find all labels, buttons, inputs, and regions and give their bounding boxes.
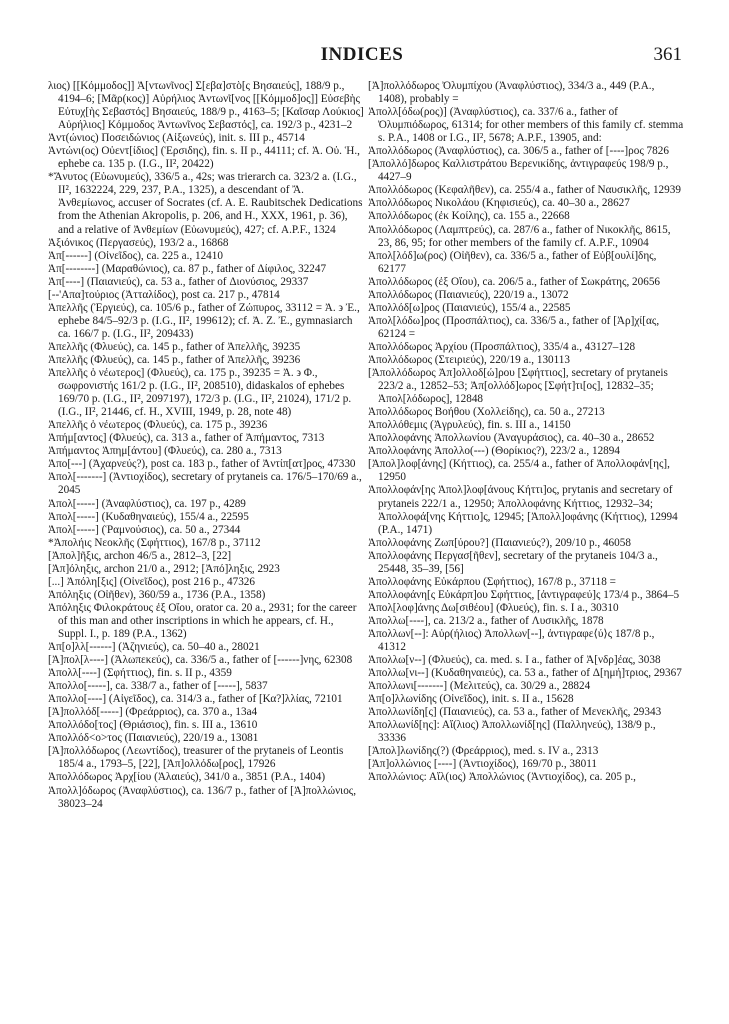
index-entry: Ἀπολλω[νι--] (Κυδαθηναιεύς), ca. 53 a., father of Δ[ημή]τριος, 29367: [368, 667, 682, 680]
index-entry: Ἀπολλόθεμις (Ἀγρυλεύς), fin. s. III a., 14150: [368, 419, 571, 432]
index-entry: Ἀπήμ[αντος] (Φλυεύς), ca. 313 a., father of Ἀπήμαντος, 7313: [48, 432, 325, 445]
index-entry: Ἀπολ[-----] (Κυδαθηναιεύς), 155/4 a., 22595: [48, 510, 249, 523]
index-entry: Ἀπολλοφάνης Εὐκάρπου (Σφήττιος), 167/8 p., 37118 =: [368, 575, 616, 588]
index-entry: Ἀπολ[λοφ]άνης Δω[σιθέου] (Φλυεύς), fin. s. I a., 30310: [368, 601, 619, 614]
index-entry: Ἀπ[----] (Παιανιεύς), ca. 53 a., father of Διονύσιος, 29337: [48, 275, 309, 288]
index-entry: [...] Ἀπόλη[ξις] (Οἰνεῖδος), post 216 p., 47326: [48, 575, 255, 588]
index-entry: Ἀπόληξις Φιλοκράτους ἐξ Οἴου, orator ca. 20 a., 2931; for the career of this man and other inscriptions in which he appears, cf. H., Suppl. I., p. 189 (P.A., 1362): [48, 601, 357, 640]
index-entry: [--'Απα]τούριος (Ἀτταλίδος), post ca. 217 p., 47814: [48, 288, 280, 301]
index-entry: Ἀπ[ο]λλωνίδης (Οἰνεῖδος), init. s. II a., 15628: [368, 693, 574, 706]
index-entry: [Ἀ]πολλόδωρος Ὀλυμπίχου (Ἀναφλύστιος), 334/3 a., 449 (P.A., 1408), probably =: [368, 80, 655, 106]
index-entry: Ἀπολλόδωρος (Παιανιεύς), 220/19 a., 13072: [368, 288, 569, 301]
page-number: 361: [653, 44, 682, 65]
index-entry: [Ἀ]πολλόδωρος (Λεωντίδος), treasurer of the prytaneis of Leontis 185/4 a., 1793–5, [22], [Ἀπ]ολλόδω[ρος], 17926: [48, 745, 344, 771]
index-entry: Ἀπολλόδ[ω]ρος (Παιανιεύς), 155/4 a., 22585: [368, 301, 571, 314]
index-entry: Ἀπολλόδο[τος] (Θριάσιος), fin. s. III a., 13610: [48, 719, 258, 732]
index-entry: [Ἀπ]ολλώνιος [----] (Ἀντιοχίδος), 169/70 p., 38011: [368, 758, 597, 771]
index-entry: Ἀπολλόδωρος Ἀρχίου (Προσπάλτιος), 335/4 a., 43127–128: [368, 340, 636, 353]
index-entry: λιος) [[Κόμμοδος]] Ἀ[ντωνῖνος] Σ[εβα]στὸ[ς Βησαιεύς], 188/9 p., 4194–6; [Μᾶρ(κος)] Αὐρήλιος Ἀντωνῖ[νος [[Κόμμοδ]ος]] Εὐσεβὴς Εὐτυχ[ὴς Σεβαστός] Βησαιεύς, 188/9 p., 4163–5; [Καῖσαρ Λούκιος] Αὐρήλιος] Κόμμοδος Ἀντωνῖνος Σεβαστός], ca. 192/3 p., 4231–2: [48, 80, 364, 132]
index-entry: [Ἀπολ]λωνίδης(?) (Φρεάρριος), med. s. IV a., 2313: [368, 745, 599, 758]
index-entry: Ἀπολλόδωρος (Στειριεύς), 220/19 a., 130113: [368, 353, 570, 366]
index-entry: [Ἀ]πολ[λ----] (Ἀλωπεκεύς), ca. 336/5 a., father of [------]νης, 62308: [48, 654, 353, 667]
index-entry: [Ἀπολ]ῆξις, archon 46/5 a., 2812–3, [22]: [48, 549, 232, 562]
index-entry: Ἀπολλόδωρος (Κεφαλῆθεν), ca. 255/4 a., father of Ναυσικλῆς, 12939: [368, 184, 681, 197]
index-entry: Ἀντ(ώνιος) Ποσειδώνιος (Αἰξωνεύς), init. s. III p., 45714: [48, 132, 305, 145]
index-entry: [Ἀπ]όληξις, archon 21/0 a., 2912; [Ἀπό]ληξις, 2923: [48, 562, 280, 575]
index-entry: Ἀπολλω[ν--] (Φλυεύς), ca. med. s. I a., father of Ἀ[νδρ]έας, 3038: [368, 654, 661, 667]
index-entry: Ἀπολλ[όδω(ρος)] (Ἀναφλύστιος), ca. 337/6 a., father of Ὀλυμπιόδωρος, 61314; for other members of this family cf. stemma s. P.A., 1408 or I.G., II², 5678; A.P.F., 13905, and:: [368, 106, 684, 145]
index-entry: Ἀπήμαντος Ἀπημ[άντου] (Φλυεύς), ca. 280 a., 7313: [48, 445, 282, 458]
index-entry: [Ἀπολλόδωρος Ἀπ]ολλοδ[ώ]ρου [Σφήττιος], secretary of prytaneis 223/2 a., 12852–53; Ἀπ[ολλόδ]ωρος [Σφήτ]τι[ος], 12832–35; Ἀπολ[λόδωρος], 12848: [368, 367, 668, 406]
index-entry: Ἀπολλο[-----], ca. 338/7 a., father of [-----], 5837: [48, 680, 268, 693]
index-entry: Ἀπολλόδωρος Βοήθου (Χολλείδης), ca. 50 a., 27213: [368, 406, 605, 419]
index-entry: Ἀπελλῆς (Φλυεύς), ca. 145 p., father of Ἀπελλῆς, 39235: [48, 340, 301, 353]
index-entry: Ἀπολλόδωρος (Ἀναφλύστιος), ca. 306/5 a., father of [----]ρος 7826: [368, 145, 669, 158]
index-entry: Ἀπολλοφάνης Ἀπολλωνίου (Ἀναγυράσιος), ca. 40–30 a., 28652: [368, 432, 655, 445]
index-entry: Ἀντώνι(ος) Οὐεντ[ίδιος] (Ἑρσιδης), fin. s. II p., 44111; cf. Ἀ. Οὐ. Ἡ., ephebe ca. 135 p. (I.G., II², 20422): [48, 145, 360, 171]
index-entry: Ἀπο[---] (Ἀχαρνεύς?), post ca. 183 p., father of Ἀντίπ[ατ]ρος, 47330: [48, 458, 356, 471]
index-entry: Ἀπελλῆς ὁ νέωτερος (Φλυεύς), ca. 175 p., 39236: [48, 419, 268, 432]
index-entry: Ἀπολλ]όδωρος (Ἀναφλύστιος), ca. 136/7 p., father of [Ἀ]πολλώνιος, 38023–24: [48, 784, 357, 810]
index-entry: Ἀπολλο[----] (Αἰγεῖδος), ca. 314/3 a., father of [Κα?]λλίας, 72101: [48, 693, 343, 706]
index-entry: Ἀπολ[-----] (Ῥαμνούσιος), ca. 50 a., 27344: [48, 523, 241, 536]
index-entry: Ἀπολλωνίδη[ς] (Παιανιεύς), ca. 53 a., father of Μενεκλῆς, 29343: [368, 706, 662, 719]
index-entry: Ἀπολλ[----] (Σφήττιος), fin. s. II p., 4359: [48, 667, 232, 680]
index-entry: Ἀπ[------] (Οἰνεῖδος), ca. 225 a., 12410: [48, 249, 223, 262]
index-entry: Ἀπολλώνιος: Αἴλ(ιος) Ἀπολλώνιος (Ἀντιοχίδος), ca. 205 p.,: [368, 771, 636, 784]
index-entry: [Ἀπολλό]δωρος Καλλιστράτου Βερενικίδης, ἀντιγραφεύς 198/9 p., 4427–9: [368, 158, 669, 184]
index-entry: Ἀπολ[λόδ]ω(ρος) (Οἰῆθεν), ca. 336/5 a., father of Εὐβ[ουλί]δης, 62177: [368, 249, 657, 275]
index-entry: Ἀπολ[-----] (Ἀναφλύστιος), ca. 197 p., 4289: [48, 497, 246, 510]
index-entry: Ἀπολλόδωρος Ἀρχ[ίου (Ἁλαιεύς), 341/0 a., 3851 (P.A., 1404): [48, 771, 326, 784]
index-entry: [Ἀ]πολλόδ[-----] (Φρεάρριος), ca. 370 a., 13a4: [48, 706, 258, 719]
index-entry: *Ἄνυτος (Εὐωνυμεύς), 336/5 a., 42s; was trierarch ca. 323/2 a. (I.G., II², 1632224, 229, 237, P.A., 1325), a descendant of Ἄ. Ἀνθεμίωνος, accuser of Socrates (cf. A. E. Raubitschek Dedications from the Athenian Akropolis, p. 206, and H., XXX, 1961, p. 36), and a relative of Ἀνθεμίων (Εὐωνυμεύς), 427; cf. A.P.F., 1324: [48, 171, 363, 236]
index-entry: Ἀπολλοφάνης Ἀπολλο(---) (Θορίκιος?), 223/2 a., 12894: [368, 445, 620, 458]
index-entry: Ἀπελλῆς (Ἐργιεύς), ca. 105/6 p., father of Ζώπυρος, 33112 = Ἀ. ϶ Ἐ., ephebe 84/5–92/3 p. (I.G., II², 199612); cf. Ἀ. Ζ. Ἐ., gymnasiarch ca. 166/7 p. (I.G., II², 209433): [48, 301, 360, 340]
index-entry: Ἀπελλῆς (Φλυεύς), ca. 145 p., father of Ἀπελλῆς, 39236: [48, 353, 301, 366]
index-entry: Ἀπολλοφάνης Ζωπ[ύρου?] (Παιανιεύς?), 209/10 p., 46058: [368, 536, 631, 549]
index-entry: Ἀπελλῆς ὁ νέωτερος] (Φλυεύς), ca. 175 p., 39235 = Ἀ. ϶ Φ., σωφρονιστής 161/2 p. (I.G., II², 208510), didaskalos of ephebes 169/70 p. (I.G., II², 2097197), 172/3 p. (I.G., II², 21024), 171/2 p. (I.G., II², 21446, cf. H., XVIII, 1949, p. 28, note 48): [48, 367, 352, 419]
index-entry: Ἀπολλω[----], ca. 213/2 a., father of Λυσικλῆς, 1878: [368, 614, 604, 627]
index-entry: Ἀπολλοφάν[ης Ἀπολ]λοφ[άνους Κήττι]ος, prytanis and secretary of prytaneis 222/1 a., 12950; Ἀπολλοφάνης Κήττιος, 12932–34; Ἀπολλοφά[νης Κήττιο]ς, 12945; [Ἀπολλ]οφάνης (Κήττιος), 12994 (P.A., 1471): [368, 484, 678, 536]
index-entry: Ἀπ[--------] (Μαραθώνιος), ca. 87 p., father of Δίφιλος, 32247: [48, 262, 327, 275]
index-entry: Ἀπολλόδωρος (ἐξ Οἴου), ca. 206/5 a., father of Σωκράτης, 20656: [368, 275, 661, 288]
index-entry: Ἀπολλόδ<ο>τος (Παιανιεύς), 220/19 a., 13081: [48, 732, 259, 745]
index-entry: Ἀπολλωνι[-------] (Μελιτεύς), ca. 30/29 a., 28824: [368, 680, 591, 693]
index-entry: Ἀπολλωνίδ[ης]: Αἴ(λιος) Ἀπολλωνίδ[ης] (Παλληνεύς), 138/9 p., 33336: [368, 719, 656, 745]
index-entry: Ἀπολ[λόδω]ρος (Προσπάλτιος), ca. 336/5 a., father of [Ἀρ]χί[ας, 62124 =: [368, 314, 660, 340]
index-column-left: [48, 80, 364, 811]
index-entry: Ἀπολλόδωρος (Λαμπτρεύς), ca. 287/6 a., father of Νικοκλῆς, 8615, 23, 86, 95; for other members of the family cf. A.P.F., 10904: [368, 223, 671, 249]
index-entry: Ἀπολ[-------] (Ἀντιοχίδος), secretary of prytaneis ca. 176/5–170/69 a., 2045: [48, 471, 362, 497]
index-entry: Ἀπόληξις (Οἰῆθεν), 360/59 a., 1736 (P.A., 1358): [48, 588, 266, 601]
index-entry: Ἀπολλόδωρος Νικολάου (Κηφισιεύς), ca. 40–30 a., 28627: [368, 197, 630, 210]
index-entry: Ἀπολλοφάνης Περγασ[ῆθεν], secretary of the prytaneis 104/3 a., 25448, 35–39, [56]: [368, 549, 658, 575]
index-entry: Ἀπολλόδωρος (ἐκ Κοίλης), ca. 155 a., 22668: [368, 210, 570, 223]
index-entry: Ἀπολλοφάνη[ς Εὐκάρπ]ου Σφήττιος, [ἀντιγραφεύ]ς 173/4 p., 3864–5: [368, 588, 680, 601]
running-title: INDICES: [320, 44, 404, 65]
index-entry: [Ἀπολ]λοφ[άνης] (Κήττιος), ca. 255/4 a., father of Ἀπολλοφάν[ης], 12950: [368, 458, 670, 484]
page-header: [42, 44, 682, 74]
index-entry: Ἀξιόνικος (Περγασεύς), 193/2 a., 16868: [48, 236, 229, 249]
index-entry: Ἀπολλων[--]: Αὐρ(ήλιος) Ἀπολλων[--], ἀντιγραφε⟨ύ⟩ς 187/8 p., 41312: [368, 627, 655, 654]
index-entry: *Ἀπολήις Νεοκλῆς (Σφήττιος), 167/8 p., 37112: [48, 536, 261, 549]
index-entry: Ἀπ[ο]λλ[------] (Ἀζηνιεύς), ca. 50–40 a., 28021: [48, 641, 260, 654]
index-column-right: [368, 80, 684, 785]
